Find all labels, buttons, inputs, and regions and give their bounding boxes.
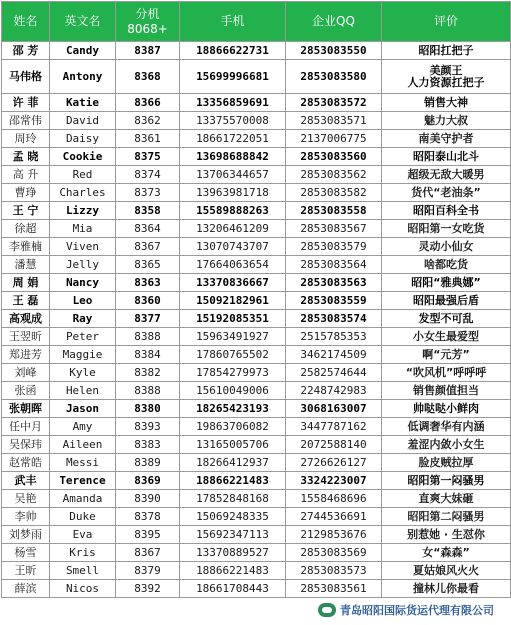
cell-mobile: 15610049006 bbox=[180, 382, 286, 400]
cell-mobile: 13370889527 bbox=[180, 544, 286, 562]
cell-name: 郑进芳 bbox=[2, 346, 50, 364]
header-extension bbox=[116, 2, 180, 42]
cell-name: 王翌昕 bbox=[2, 328, 50, 346]
cell-english-name: Mia bbox=[50, 220, 116, 238]
cell-extension: 8361 bbox=[116, 130, 180, 148]
table-row bbox=[2, 562, 511, 580]
cell-english-name: Viven bbox=[50, 238, 116, 256]
cell-english-name: Cookie bbox=[50, 148, 116, 166]
cell-english-name: Smell bbox=[50, 562, 116, 580]
cell-comment: “吹风机”呼呼呼 bbox=[382, 364, 511, 382]
table-row bbox=[2, 202, 511, 220]
table-row bbox=[2, 238, 511, 256]
cell-name: 赵常皓 bbox=[2, 454, 50, 472]
table-row bbox=[2, 184, 511, 202]
cell-comment: 啊“元芳” bbox=[382, 346, 511, 364]
cell-extension: 8392 bbox=[116, 580, 180, 598]
wechat-icon bbox=[318, 603, 336, 617]
table-row bbox=[2, 220, 511, 238]
cell-extension: 8384 bbox=[116, 346, 180, 364]
cell-mobile: 17854279973 bbox=[180, 364, 286, 382]
table-row bbox=[2, 256, 511, 274]
cell-enterprise-qq: 2853083580 bbox=[286, 60, 382, 94]
cell-name: 曹琤 bbox=[2, 184, 50, 202]
cell-name: 李雅楠 bbox=[2, 238, 50, 256]
cell-extension: 8387 bbox=[116, 42, 180, 60]
cell-extension: 8363 bbox=[116, 274, 180, 292]
cell-comment: 帅哒哒小鲜肉 bbox=[382, 400, 511, 418]
cell-name: 王 磊 bbox=[2, 292, 50, 310]
table-body bbox=[2, 2, 511, 598]
table-row bbox=[2, 42, 511, 60]
cell-enterprise-qq: 1558468696 bbox=[286, 490, 382, 508]
cell-name: 马伟格 bbox=[2, 60, 50, 94]
cell-extension: 8380 bbox=[116, 400, 180, 418]
cell-name: 周 娟 bbox=[2, 274, 50, 292]
cell-extension: 8383 bbox=[116, 436, 180, 454]
cell-english-name: Amanda bbox=[50, 490, 116, 508]
cell-comment: 销售颜值担当 bbox=[382, 382, 511, 400]
cell-name: 许 菲 bbox=[2, 94, 50, 112]
cell-mobile: 13206461209 bbox=[180, 220, 286, 238]
cell-enterprise-qq: 3462174509 bbox=[286, 346, 382, 364]
table-row bbox=[2, 60, 511, 94]
cell-enterprise-qq: 3324223007 bbox=[286, 472, 382, 490]
cell-mobile: 18661708443 bbox=[180, 580, 286, 598]
cell-name: 吴保玮 bbox=[2, 436, 50, 454]
table-row bbox=[2, 274, 511, 292]
cell-extension: 8378 bbox=[116, 508, 180, 526]
cell-extension: 8362 bbox=[116, 112, 180, 130]
cell-english-name: Nicos bbox=[50, 580, 116, 598]
cell-enterprise-qq: 2726626127 bbox=[286, 454, 382, 472]
cell-name: 周玲 bbox=[2, 130, 50, 148]
header-mobile: 手机 bbox=[180, 2, 286, 42]
cell-extension: 8382 bbox=[116, 364, 180, 382]
cell-extension: 8374 bbox=[116, 166, 180, 184]
cell-name: 杨雪 bbox=[2, 544, 50, 562]
cell-comment: 发型不可乱 bbox=[382, 310, 511, 328]
cell-enterprise-qq: 2853083559 bbox=[286, 292, 382, 310]
cell-name: 王昕 bbox=[2, 562, 50, 580]
cell-comment: 昭阳第一闷骚男 bbox=[382, 472, 511, 490]
table-row bbox=[2, 112, 511, 130]
cell-english-name: Daisy bbox=[50, 130, 116, 148]
cell-english-name: Red bbox=[50, 166, 116, 184]
cell-extension: 8358 bbox=[116, 202, 180, 220]
cell-extension: 8368 bbox=[116, 60, 180, 94]
cell-mobile: 18266412937 bbox=[180, 454, 286, 472]
cell-english-name: Candy bbox=[50, 42, 116, 60]
table-row bbox=[2, 346, 511, 364]
table-row bbox=[2, 472, 511, 490]
cell-enterprise-qq: 2582574644 bbox=[286, 364, 382, 382]
cell-english-name: Amy bbox=[50, 418, 116, 436]
header-enterprise-qq: 企业QQ bbox=[286, 2, 382, 42]
cell-name: 孟 晓 bbox=[2, 148, 50, 166]
cell-name: 武丰 bbox=[2, 472, 50, 490]
cell-name: 吴艳 bbox=[2, 490, 50, 508]
cell-comment: 昭阳泰山北斗 bbox=[382, 148, 511, 166]
table-row bbox=[2, 436, 511, 454]
cell-comment: 昭阳扛把子 bbox=[382, 42, 511, 60]
cell-comment: 昭阳百科全书 bbox=[382, 202, 511, 220]
cell-comment: 货代“老油条” bbox=[382, 184, 511, 202]
table-row bbox=[2, 508, 511, 526]
cell-english-name: Peter bbox=[50, 328, 116, 346]
cell-extension: 8365 bbox=[116, 256, 180, 274]
cell-comment: 女“森森” bbox=[382, 544, 511, 562]
cell-english-name: Messi bbox=[50, 454, 116, 472]
header-extension-text: 分机 8068+ bbox=[127, 6, 168, 36]
cell-enterprise-qq: 2853083573 bbox=[286, 562, 382, 580]
cell-english-name: Maggie bbox=[50, 346, 116, 364]
cell-english-name: Helen bbox=[50, 382, 116, 400]
contact-table bbox=[1, 1, 511, 598]
cell-extension: 8375 bbox=[116, 148, 180, 166]
cell-comment: 低调奢华有内涵 bbox=[382, 418, 511, 436]
cell-mobile: 18866622731 bbox=[180, 42, 286, 60]
cell-english-name: Jelly bbox=[50, 256, 116, 274]
cell-mobile: 15699996681 bbox=[180, 60, 286, 94]
cell-enterprise-qq: 2853083582 bbox=[286, 184, 382, 202]
cell-name: 李帅 bbox=[2, 508, 50, 526]
cell-enterprise-qq: 2853083560 bbox=[286, 148, 382, 166]
cell-extension: 8360 bbox=[116, 292, 180, 310]
cell-extension: 8364 bbox=[116, 220, 180, 238]
cell-name: 高 升 bbox=[2, 166, 50, 184]
cell-comment: 美颜王 人力资源扛把子 bbox=[382, 60, 511, 94]
cell-comment: 昭阳第二闷骚男 bbox=[382, 508, 511, 526]
cell-comment: 昭阳最强后盾 bbox=[382, 292, 511, 310]
cell-extension: 8389 bbox=[116, 454, 180, 472]
cell-enterprise-qq: 2853083561 bbox=[286, 580, 382, 598]
table-row bbox=[2, 418, 511, 436]
cell-extension: 8388 bbox=[116, 328, 180, 346]
cell-mobile: 13070743707 bbox=[180, 238, 286, 256]
cell-extension: 8373 bbox=[116, 184, 180, 202]
cell-extension: 8367 bbox=[116, 238, 180, 256]
cell-comment: 夏姑娘风火火 bbox=[382, 562, 511, 580]
cell-enterprise-qq: 2853083562 bbox=[286, 166, 382, 184]
cell-comment: 魅力大叔 bbox=[382, 112, 511, 130]
cell-extension: 8390 bbox=[116, 490, 180, 508]
cell-english-name: Duke bbox=[50, 508, 116, 526]
cell-extension: 8377 bbox=[116, 310, 180, 328]
table-row bbox=[2, 310, 511, 328]
table-row bbox=[2, 130, 511, 148]
cell-enterprise-qq: 2853083572 bbox=[286, 94, 382, 112]
table-row bbox=[2, 454, 511, 472]
cell-mobile: 17852848168 bbox=[180, 490, 286, 508]
cell-english-name: Leo bbox=[50, 292, 116, 310]
watermark bbox=[315, 601, 497, 619]
cell-mobile: 13165005706 bbox=[180, 436, 286, 454]
cell-enterprise-qq: 3068163007 bbox=[286, 400, 382, 418]
table-row bbox=[2, 166, 511, 184]
cell-name: 刘峰 bbox=[2, 364, 50, 382]
cell-enterprise-qq: 2853083571 bbox=[286, 112, 382, 130]
cell-name: 邵常伟 bbox=[2, 112, 50, 130]
cell-extension: 8395 bbox=[116, 526, 180, 544]
cell-enterprise-qq: 2853083550 bbox=[286, 42, 382, 60]
cell-mobile: 18661722051 bbox=[180, 130, 286, 148]
cell-english-name: Antony bbox=[50, 60, 116, 94]
table-row bbox=[2, 544, 511, 562]
cell-extension: 8388 bbox=[116, 382, 180, 400]
cell-mobile: 15192085351 bbox=[180, 310, 286, 328]
cell-mobile: 13698688842 bbox=[180, 148, 286, 166]
cell-comment: 销售大神 bbox=[382, 94, 511, 112]
cell-enterprise-qq: 2853083563 bbox=[286, 274, 382, 292]
cell-enterprise-qq: 2248742983 bbox=[286, 382, 382, 400]
cell-name: 张函 bbox=[2, 382, 50, 400]
cell-enterprise-qq: 2853083569 bbox=[286, 544, 382, 562]
cell-name: 潘慧 bbox=[2, 256, 50, 274]
header-comment: 评价 bbox=[382, 2, 511, 42]
table-row bbox=[2, 94, 511, 112]
table-row bbox=[2, 328, 511, 346]
cell-mobile: 13375570008 bbox=[180, 112, 286, 130]
cell-name: 徐超 bbox=[2, 220, 50, 238]
cell-enterprise-qq: 2129853676 bbox=[286, 526, 382, 544]
cell-mobile: 18265423193 bbox=[180, 400, 286, 418]
cell-comment: 灵动小仙女 bbox=[382, 238, 511, 256]
cell-english-name: Nancy bbox=[50, 274, 116, 292]
cell-mobile: 15069248335 bbox=[180, 508, 286, 526]
cell-english-name: Ray bbox=[50, 310, 116, 328]
cell-comment: 羞涩内敛小女生 bbox=[382, 436, 511, 454]
cell-mobile: 13963981718 bbox=[180, 184, 286, 202]
header-name: 姓名 bbox=[2, 2, 50, 42]
table-row bbox=[2, 148, 511, 166]
cell-mobile: 15963491927 bbox=[180, 328, 286, 346]
cell-comment: 别惹她 · 生怼你 bbox=[382, 526, 511, 544]
cell-mobile: 17860765502 bbox=[180, 346, 286, 364]
table-header-row bbox=[2, 2, 511, 42]
cell-comment: 小女生最爱型 bbox=[382, 328, 511, 346]
cell-name: 高观成 bbox=[2, 310, 50, 328]
table-row bbox=[2, 292, 511, 310]
cell-enterprise-qq: 2137006775 bbox=[286, 130, 382, 148]
table-row bbox=[2, 490, 511, 508]
cell-mobile: 13370836667 bbox=[180, 274, 286, 292]
cell-extension: 8393 bbox=[116, 418, 180, 436]
cell-english-name: Lizzy bbox=[50, 202, 116, 220]
cell-mobile: 18866221483 bbox=[180, 472, 286, 490]
cell-extension: 8379 bbox=[116, 562, 180, 580]
cell-enterprise-qq: 2853083558 bbox=[286, 202, 382, 220]
cell-name: 王 宁 bbox=[2, 202, 50, 220]
cell-mobile: 15092182961 bbox=[180, 292, 286, 310]
cell-comment: 脸皮贼拉厚 bbox=[382, 454, 511, 472]
cell-enterprise-qq: 2853083574 bbox=[286, 310, 382, 328]
table-row bbox=[2, 580, 511, 598]
cell-comment: 撞林儿你最看 bbox=[382, 580, 511, 598]
cell-name: 邵 芳 bbox=[2, 42, 50, 60]
table-row bbox=[2, 382, 511, 400]
cell-extension: 8369 bbox=[116, 472, 180, 490]
cell-enterprise-qq: 2853083564 bbox=[286, 256, 382, 274]
table-row bbox=[2, 364, 511, 382]
cell-enterprise-qq: 2853083579 bbox=[286, 238, 382, 256]
cell-mobile: 19863706082 bbox=[180, 418, 286, 436]
cell-comment: 超级无敌大暖男 bbox=[382, 166, 511, 184]
table-row bbox=[2, 400, 511, 418]
cell-comment: 直爽大妹砸 bbox=[382, 490, 511, 508]
cell-mobile: 13356859691 bbox=[180, 94, 286, 112]
cell-mobile: 17664063654 bbox=[180, 256, 286, 274]
header-english-name: 英文名 bbox=[50, 2, 116, 42]
cell-extension: 8366 bbox=[116, 94, 180, 112]
cell-name: 薛滨 bbox=[2, 580, 50, 598]
cell-comment: 昭阳“雅典娜” bbox=[382, 274, 511, 292]
cell-enterprise-qq: 2744536691 bbox=[286, 508, 382, 526]
cell-comment: 啥都吃货 bbox=[382, 256, 511, 274]
table-row bbox=[2, 526, 511, 544]
cell-name: 张朝晖 bbox=[2, 400, 50, 418]
watermark-text: 青岛昭阳国际货运代理有限公司 bbox=[340, 604, 494, 617]
cell-comment: 南美守护者 bbox=[382, 130, 511, 148]
cell-mobile: 15692347113 bbox=[180, 526, 286, 544]
cell-english-name: David bbox=[50, 112, 116, 130]
cell-enterprise-qq: 2072588140 bbox=[286, 436, 382, 454]
cell-english-name: Charles bbox=[50, 184, 116, 202]
cell-english-name: Eva bbox=[50, 526, 116, 544]
cell-english-name: Kris bbox=[50, 544, 116, 562]
cell-english-name: Terence bbox=[50, 472, 116, 490]
cell-mobile: 15589888263 bbox=[180, 202, 286, 220]
cell-enterprise-qq: 3447787162 bbox=[286, 418, 382, 436]
cell-enterprise-qq: 2853083567 bbox=[286, 220, 382, 238]
cell-enterprise-qq: 2515785353 bbox=[286, 328, 382, 346]
cell-name: 刘梦雨 bbox=[2, 526, 50, 544]
cell-english-name: Katie bbox=[50, 94, 116, 112]
cell-extension: 8367 bbox=[116, 544, 180, 562]
cell-english-name: Kyle bbox=[50, 364, 116, 382]
cell-mobile: 13706344657 bbox=[180, 166, 286, 184]
cell-english-name: Jason bbox=[50, 400, 116, 418]
cell-english-name: Aileen bbox=[50, 436, 116, 454]
cell-comment: 昭阳第一女吃货 bbox=[382, 220, 511, 238]
cell-name: 任中月 bbox=[2, 418, 50, 436]
cell-mobile: 18866221483 bbox=[180, 562, 286, 580]
